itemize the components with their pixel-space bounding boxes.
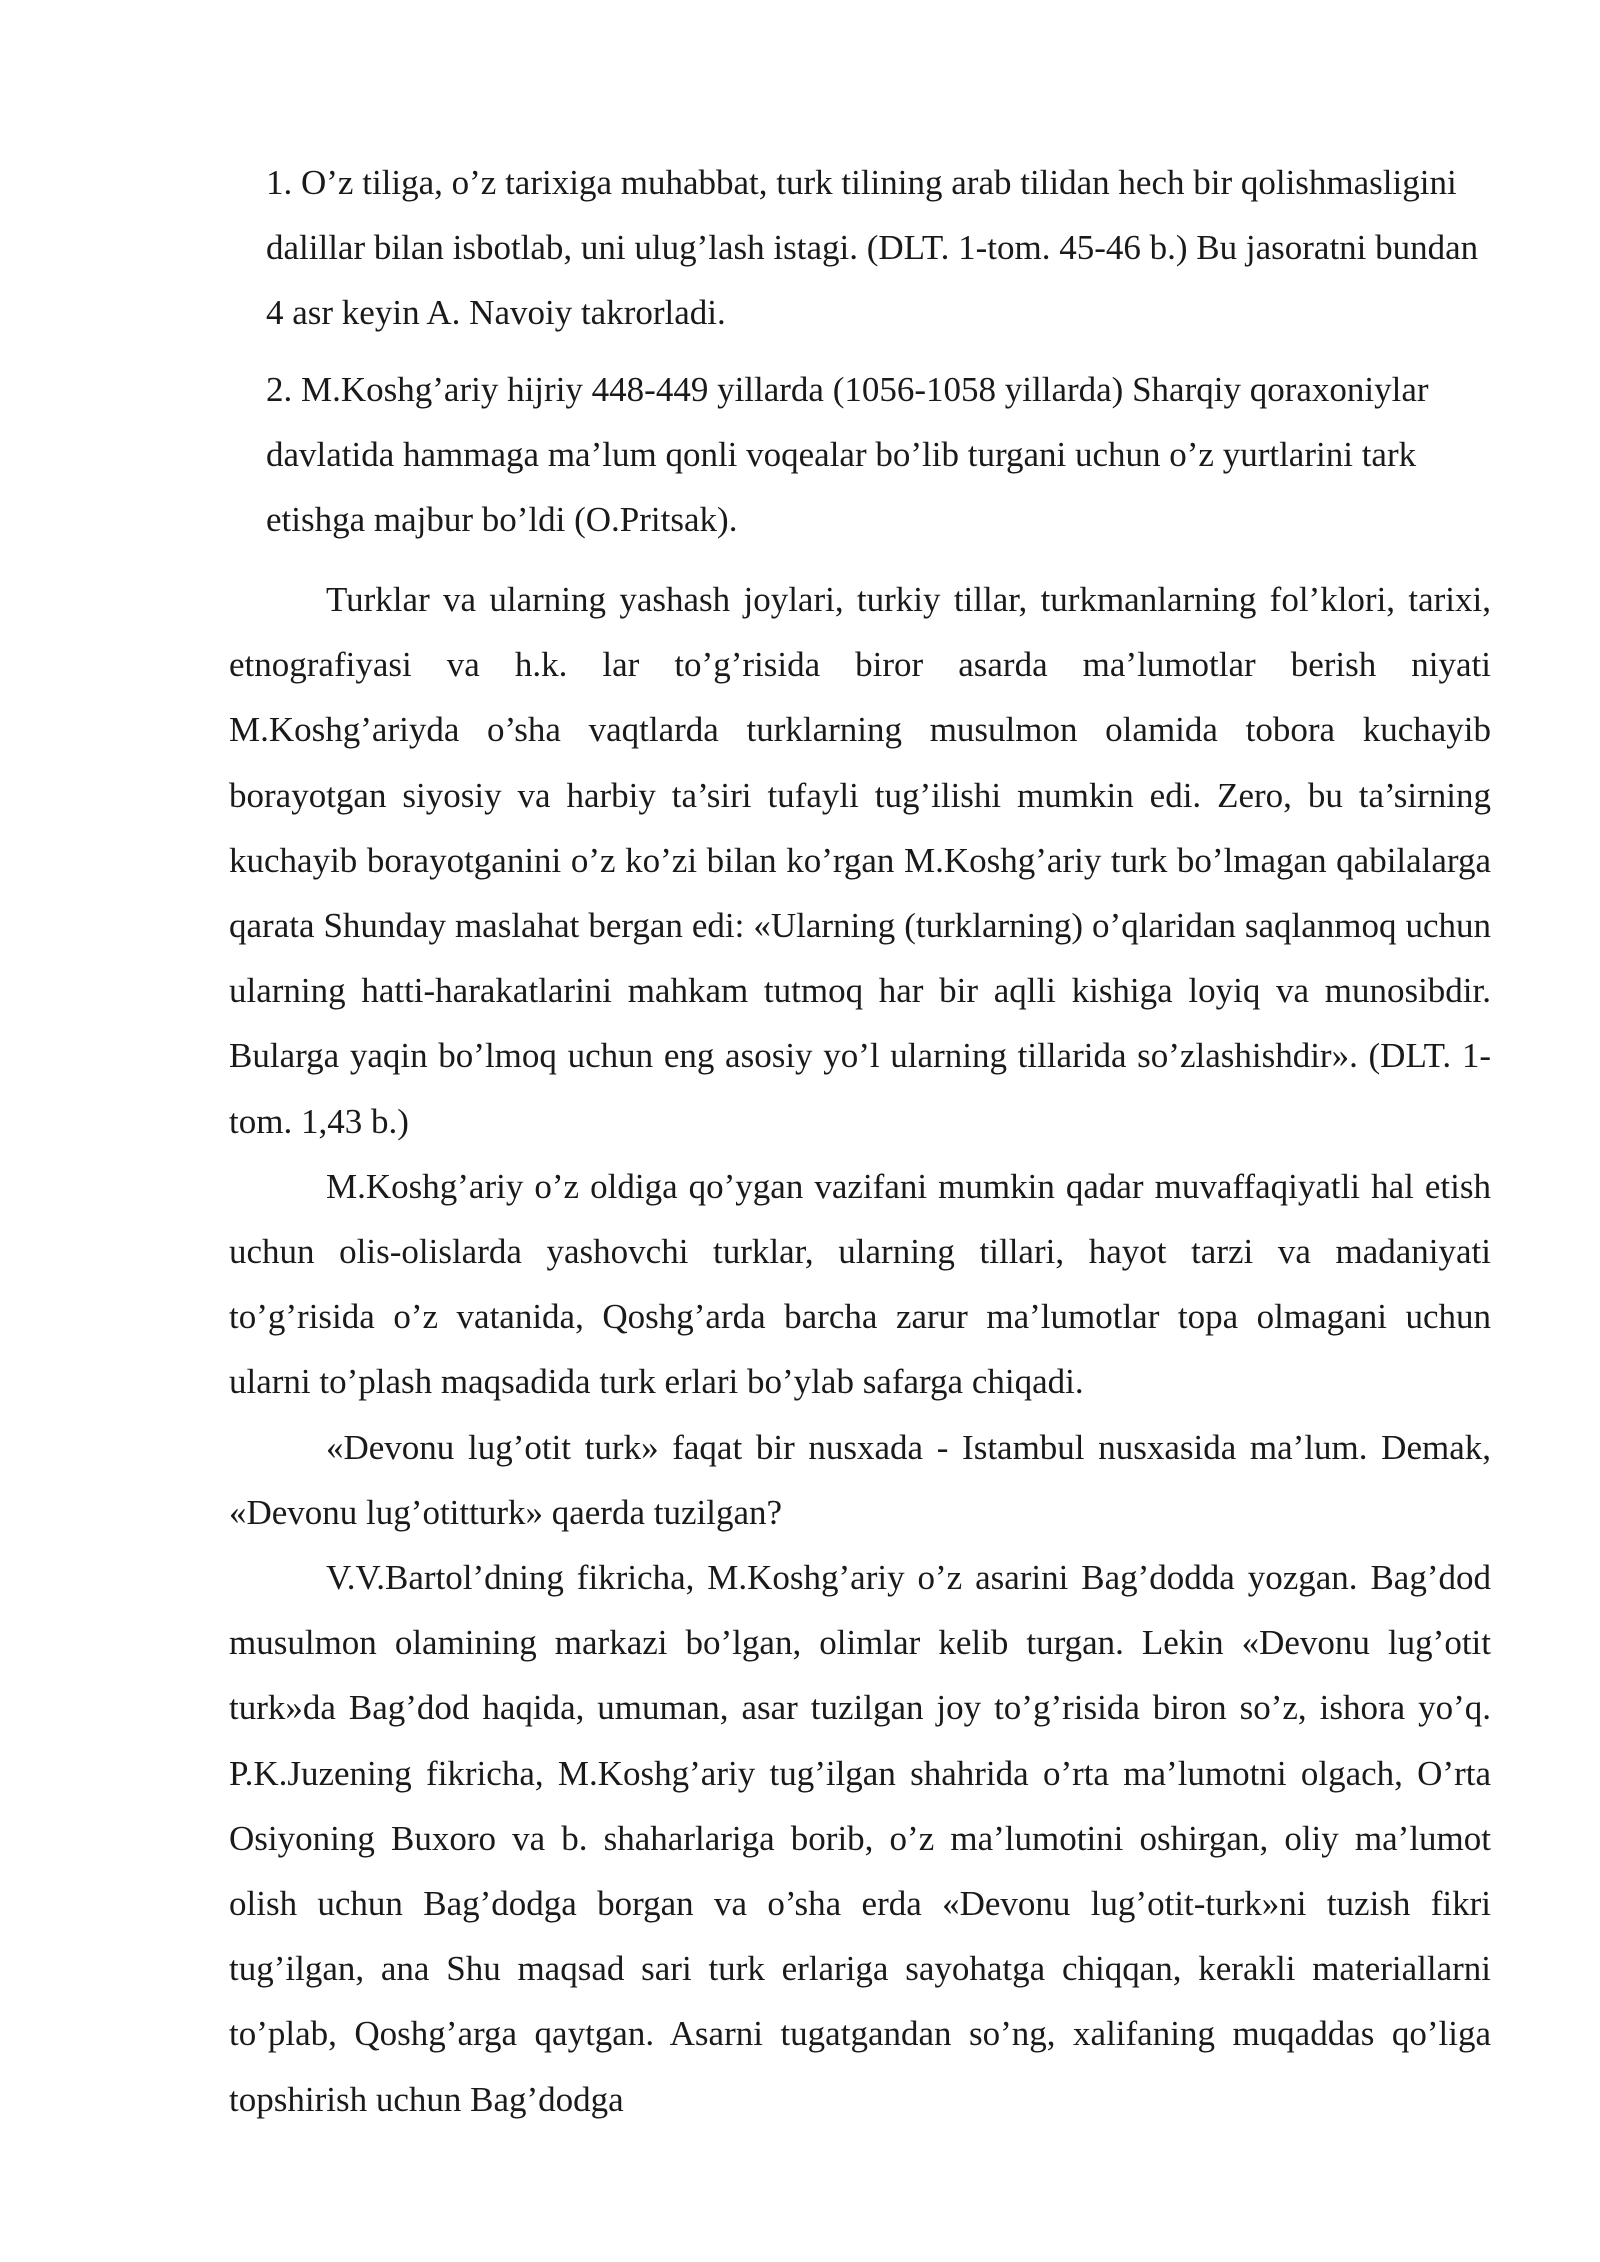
- numbered-list: [266, 150, 1491, 564]
- list-item: 1. O’z tiliga, o’z tarixiga muhabbat, turk tilining arab tilidan hech bir qolishmasligini dalillar bilan isbotlab, uni ulug’lash istagi. (DLT. 1-tom. 45-46 b.) Bu jasoratni bundan 4 asr keyin A. Navoiy takrorladi.: [266, 163, 1479, 332]
- paragraph: V.V.Bartol’dning fikricha, M.Koshg’ariy o’z asarini Bag’dodda yozgan. Bag’dod musulmon olamining markazi bo’lgan, olimlar kelib turgan. Lekin «Devonu lug’otit turk»da Bag’dod haqida, umuman, asar tuzilgan joy to’g’risida biron so’z, ishora yo’q. P.K.Juzening fikricha, M.Koshg’ariy tug’ilgan shahrida o’rta ma’lumotni olgach, O’rta Osiyoning Buxoro va b. shaharlariga borib, o’z ma’lumotini oshirgan, oliy ma’lumot olish uchun Bag’dodga borgan va o’sha erda «Devonu lug’otit-turk»ni tuzish fikri tug’ilgan, ana Shu maqsad sari turk erlariga sayohatga chiqqan, kerakli materiallarni to’plab, Qoshg’arga qaytgan. Asarni tugatgandan so’ng, xalifaning muqaddas qo’liga topshirish uchun Bag’dodga: [229, 1558, 1491, 2119]
- paragraph: M.Koshg’ariy o’z oldiga qo’ygan vazifani mumkin qadar muvaffaqiyatli hal etish uchun olis-olislarda yashovchi turklar, ularning tillari, hayot tarzi va madaniyati to’g’risida o’z vatanida, Qoshg’arda barcha zarur ma’lumotlar topa olmagani uchun ularni to’plash maqsadida turk erlari bo’ylab safarga chiqadi.: [229, 1166, 1491, 1402]
- list-item: 2. M.Koshg’ariy hijriy 448-449 yillarda (1056-1058 yillarda) Sharqiy qoraxoniylar davlatida hammaga ma’lum qonli voqealar bo’lib turgani uchun o’z yurtlarini tark etishga majbur bo’ldi (O.Pritsak).: [266, 370, 1429, 539]
- paragraph: Turklar va ularning yashash joylari, turkiy tillar, turkmanlarning fol’klori, tarixi, etnografiyasi va h.k. lar to’g’risida biror asarda ma’lumotlar berish niyati M.Koshg’ariyda o’sha vaqtlarda turklarning musulmon olamida tobora kuchayib borayotgan siyosiy va harbiy ta’siri tufayli tug’ilishi mumkin edi. Zero, bu ta’sirning kuchayib borayotganini o’z ko’zi bilan ko’rgan M.Koshg’ariy turk bo’lmagan qabilalarga qarata Shunday maslahat bergan edi: «Ularning (turklarning) o’qlaridan saqlanmoq uchun ularning hatti-harakatlarini mahkam tutmoq har bir aqlli kishiga loyiq va munosibdir. Bularga yaqin bo’lmoq uchun eng asosiy yo’l ularning tillarida so’zlashishdir». (DLT. 1-tom. 1,43 b.): [229, 580, 1491, 1141]
- body-text: [229, 567, 1491, 2132]
- paragraph: «Devonu lug’otit turk» faqat bir nusxada - Istambul nusxasida ma’lum. Demak, «Devonu lug’otitturk» qaerda tuzilgan?: [229, 1427, 1491, 1532]
